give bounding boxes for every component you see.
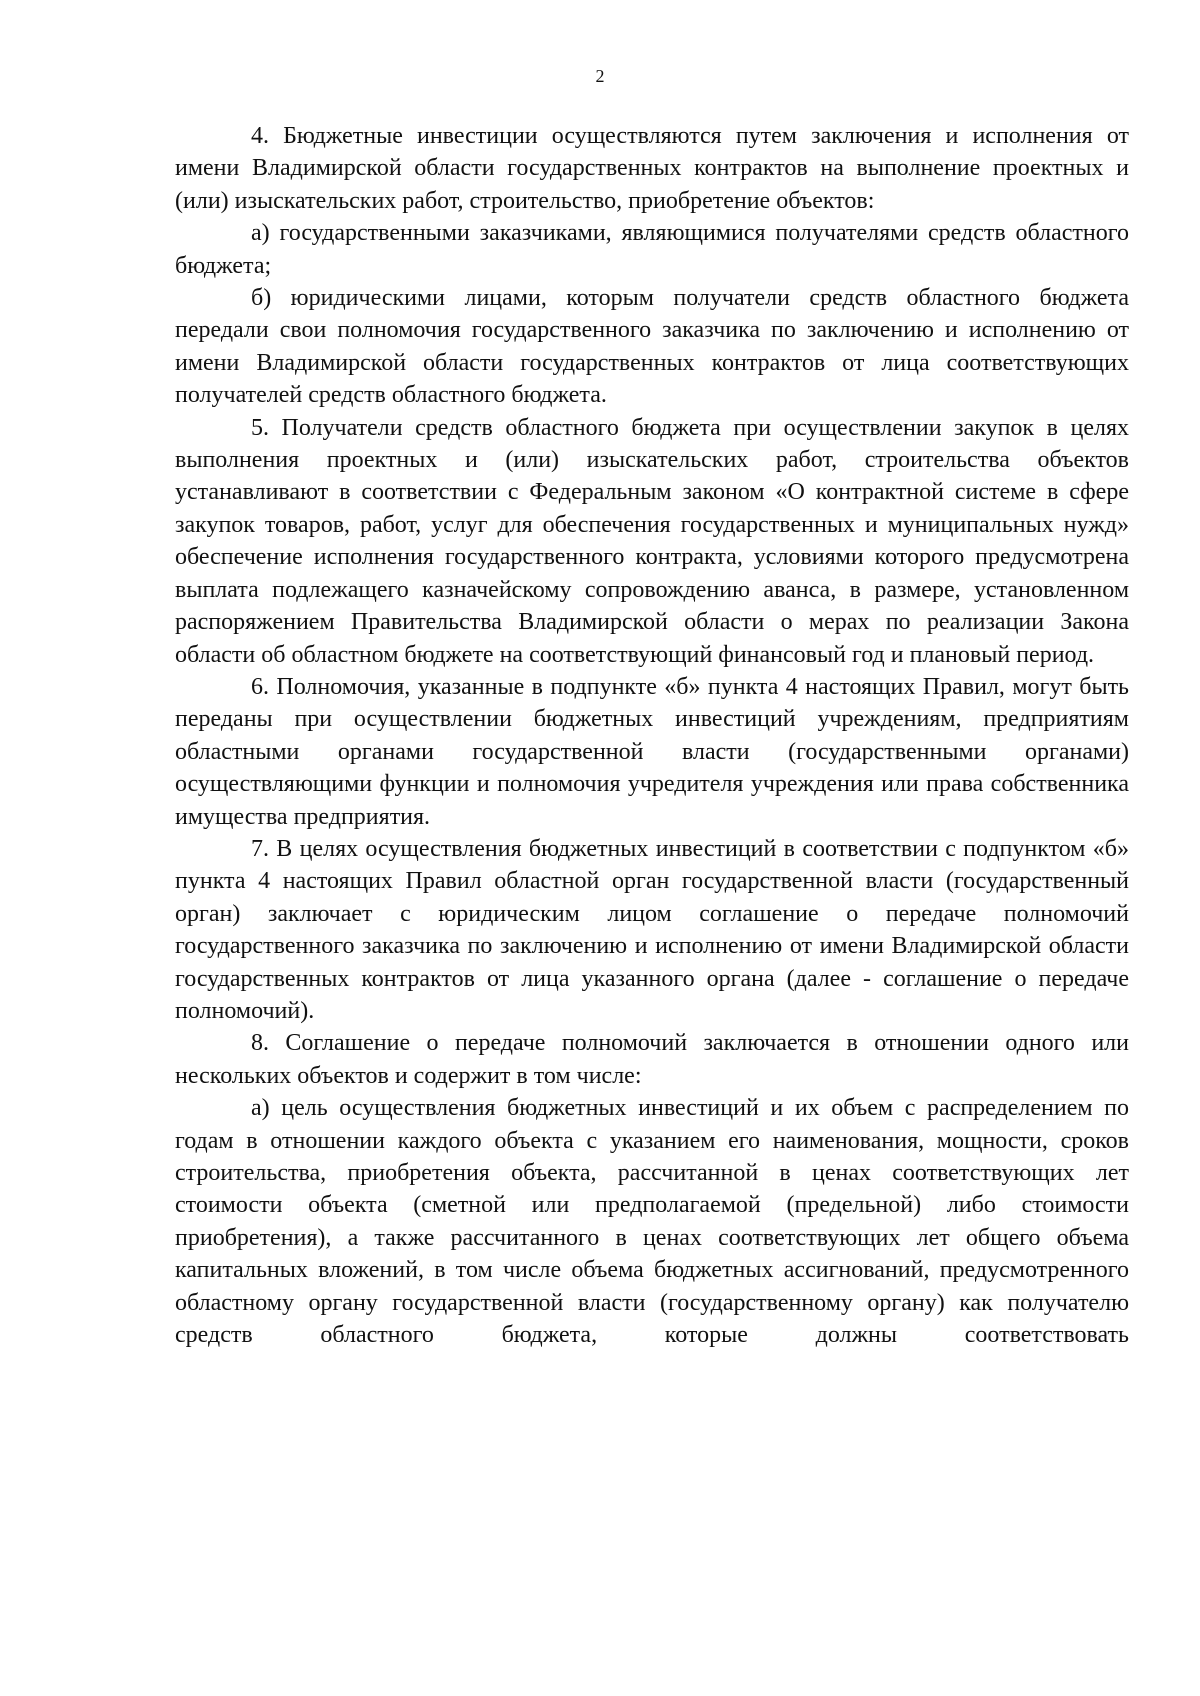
document-body bbox=[175, 120, 1129, 1351]
paragraph-item-5: 5. Получатели средств областного бюджета при осуществлении закупок в целях выполнения проектных и (или) изыскательских работ, строительства объектов устанавливают в соответствии с Федеральным законом «О контрактной системе в сфере закупок товаров, работ, услуг для обеспечения государственных и муниципальных нужд» обеспечение исполнения государственного контракта, условиями которого предусмотрена выплата подлежащего казначейскому сопровождению аванса, в размере, установленном распоряжением Правительства Владимирской области о мерах по реализации Закона области об областном бюджете на соответствующий финансовый год и плановый период. bbox=[175, 414, 1129, 668]
paragraph-item-8: 8. Соглашение о передаче полномочий заключается в отношении одного или нескольких объектов и содержит в том числе: bbox=[175, 1030, 1129, 1089]
paragraph-item-4: 4. Бюджетные инвестиции осуществляются путем заключения и исполнения от имени Владимирской области государственных контрактов на выполнение проектных и (или) изыскательских работ, строительство, приобретение объектов: bbox=[175, 123, 1129, 214]
paragraph-item-7: 7. В целях осуществления бюджетных инвестиций в соответствии с подпунктом «б» пункта 4 настоящих Правил областной орган государственной власти (государственный орган) заключает с юридическим лицом соглашение о передаче полномочий государственного заказчика по заключению и исполнению от имени Владимирской области государственных контрактов от лица указанного органа (далее - соглашение о передаче полномочий). bbox=[175, 835, 1129, 1024]
paragraph-subitem-8a: а) цель осуществления бюджетных инвестиций и их объем с распределением по годам в отношении каждого объекта с указанием его наименования, мощности, сроков строительства, приобретения объекта, рассчитанной в ценах соответствующих лет стоимости объекта (сметной или предполагаемой (предельной) либо стоимости приобретения), а также рассчитанного в ценах соответствующих лет общего объема капитальных вложений, в том числе объема бюджетных ассигнований, предусмотренного областному органу государственной власти (государственному органу) как получателю средств областного бюджета, которые должны соответствовать bbox=[175, 1095, 1129, 1349]
page-number: 2 bbox=[595, 66, 605, 86]
paragraph-subitem-4b: б) юридическими лицами, которым получатели средств областного бюджета передали свои полномочия государственного заказчика по заключению и исполнению от имени Владимирской области государственных контрактов от лица соответствующих получателей средств областного бюджета. bbox=[175, 285, 1129, 409]
paragraph-item-6: 6. Полномочия, указанные в подпункте «б» пункта 4 настоящих Правил, могут быть переданы при осуществлении бюджетных инвестиций учреждениям, предприятиям областными органами государственной власти (государственными органами) осуществляющими функции и полномочия учредителя учреждения или права собственника имущества предприятия. bbox=[175, 673, 1129, 830]
paragraph-subitem-4a: а) государственными заказчиками, являющимися получателями средств областного бюджета; bbox=[175, 220, 1129, 279]
